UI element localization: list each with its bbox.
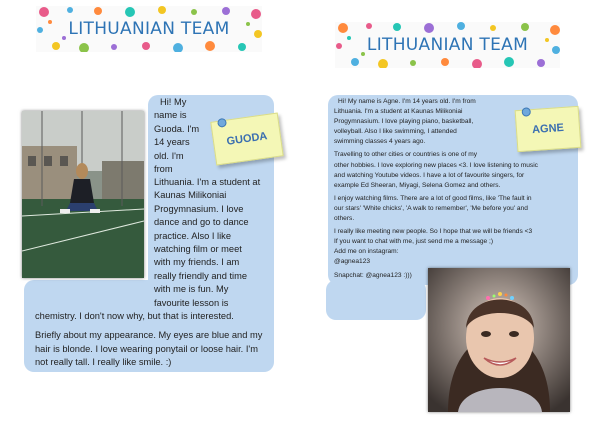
bio-line: Add me on instagram: — [334, 248, 399, 256]
guoda-bio-bottom — [35, 310, 271, 370]
bio-line: I enjoy watching films. There are a lot of good films, like 'The fault in — [334, 194, 532, 202]
bio-line: name is — [154, 110, 187, 121]
bio-line: really friendly and time — [154, 270, 248, 281]
bio-line: Guoda. I'm — [154, 123, 200, 134]
name-note-guoda — [210, 112, 283, 165]
bio-line: others. — [334, 215, 355, 223]
right-text-bubble-lower — [326, 280, 426, 320]
bio-line: from — [154, 164, 173, 175]
bio-line: Lithuania. I'm a student at Kaunas Milikoniai — [334, 108, 463, 116]
bio-line: Hi! My — [160, 97, 187, 107]
bio-line: not really tall. I really like smile. :) — [35, 357, 172, 368]
bio-line: hair is blonde. I love wearing ponytail or loose hair. I'm — [35, 343, 258, 354]
bio-line: chemistry. I don't now why, but that is interested. — [35, 311, 234, 321]
guoda-bio-top — [154, 96, 214, 176]
guoda-photo — [22, 111, 144, 278]
bio-line: other hobbies. I love exploring new places <3. I love listening to music — [334, 161, 538, 169]
bio-line: watching film or meet — [154, 244, 242, 255]
bio-line: If you want to chat with me, just send me a message ;) — [334, 238, 494, 246]
bio-line: practice. Also I like — [154, 230, 231, 241]
bio-line: 14 years — [154, 137, 190, 148]
bio-line: Kaunas Milikoniai — [154, 190, 227, 201]
name-label: AGNE — [531, 121, 565, 137]
guoda-bio-middle — [154, 176, 274, 310]
bio-line: swimming classes 4 years ago. — [334, 138, 426, 146]
bio-line: Lithuania. I'm a student at — [154, 177, 261, 187]
bio-line: dance and go to dance — [154, 217, 249, 228]
bio-line: Hi! My name is Agne. I'm 14 years old. I'm from — [338, 98, 476, 105]
instagram-handle: @agnea123 — [334, 258, 371, 266]
left-banner — [36, 6, 262, 52]
bio-line: Progymnasium. I love — [154, 203, 244, 214]
bio-line: Progymnasium. I love playing piano, basketball, — [334, 118, 474, 126]
agne-photo — [428, 268, 570, 412]
bio-line: with me is fun. My — [154, 284, 229, 295]
bio-line: volleyball. Also I like swimming, I attended — [334, 128, 457, 136]
agne-bio — [334, 97, 574, 281]
snapchat-handle: Snapchat: @agnea123 :))) — [334, 271, 412, 279]
bio-line: Travelling to other cities or countries is one of my — [334, 151, 478, 159]
banner-title: LITHUANIAN TEAM — [366, 35, 529, 55]
bio-line: with my friends. I am — [154, 257, 240, 268]
bio-line: and watching Youtube videos. I have a lot of favourite singers, for — [334, 171, 525, 179]
pin-icon — [217, 118, 227, 128]
bio-line: favourite lesson is — [154, 297, 229, 308]
right-banner — [335, 22, 560, 68]
bio-line: our stars' 'White chicks', 'A walk to remember', 'Me before you' and — [334, 204, 528, 212]
bio-line: Briefly about my appearance. My eyes are blue and my — [35, 330, 263, 341]
bio-line: I really like meeting new people. So I hope that we will be friends <3 — [334, 228, 533, 236]
bio-line: example Ed Sheeran, Miyagi, Selena Gomez and others. — [334, 181, 501, 189]
banner-title: LITHUANIAN TEAM — [68, 19, 230, 39]
name-label: GUODA — [225, 130, 269, 148]
bio-line: old. I'm — [154, 150, 184, 161]
